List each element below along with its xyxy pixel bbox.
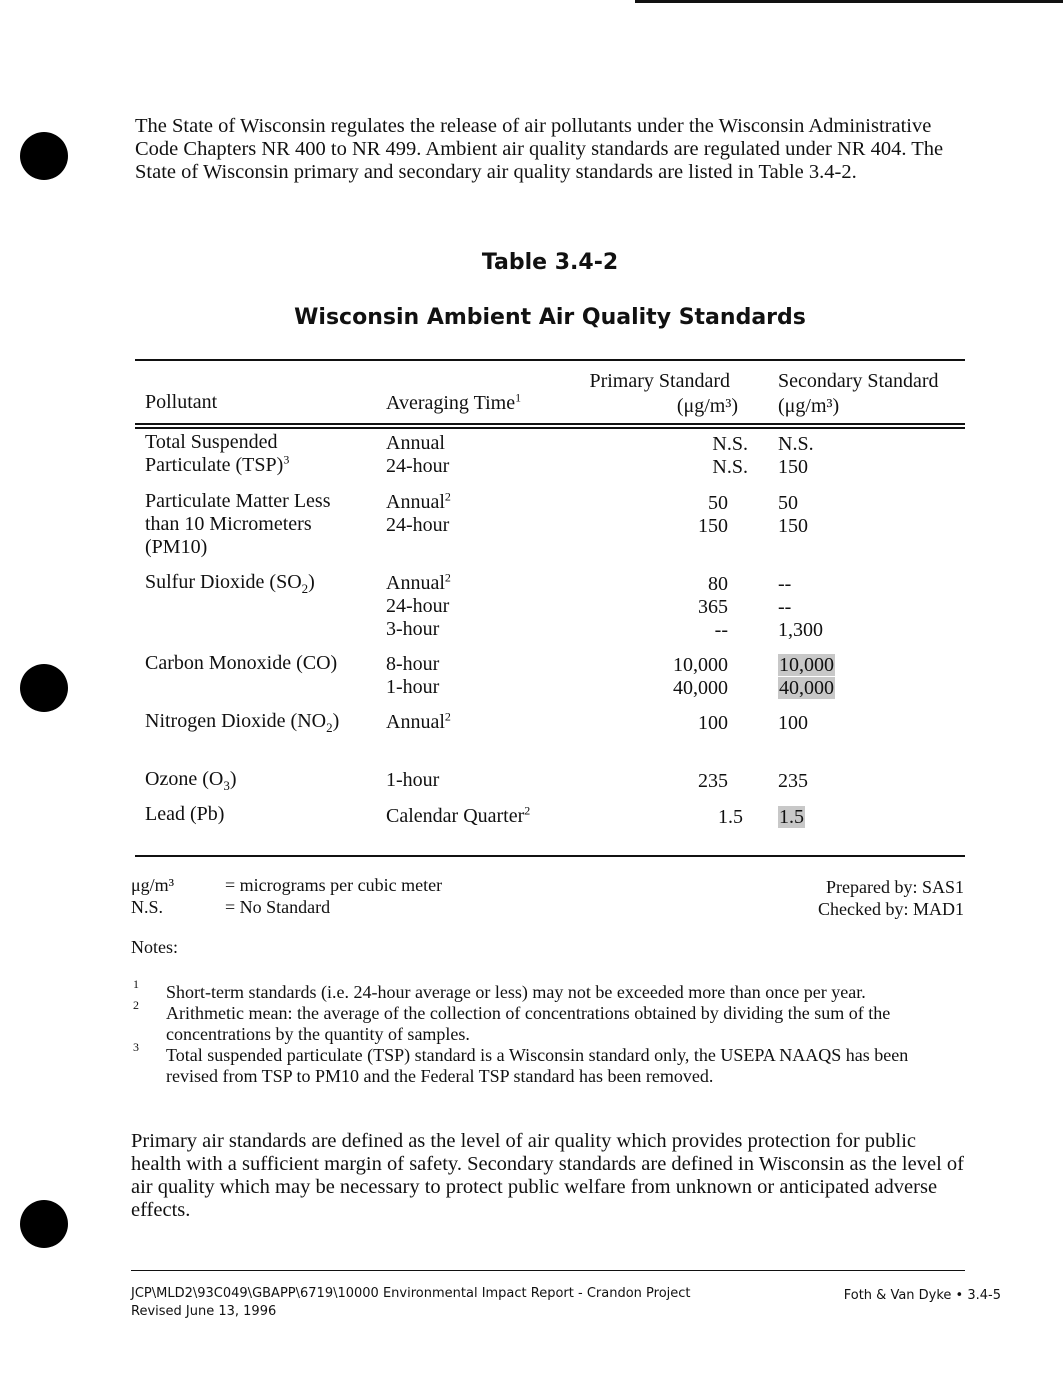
secondary-pm10-1: 50	[778, 492, 798, 514]
primary-pm10-2: 150	[698, 515, 728, 537]
header-pollutant: Pollutant	[145, 391, 218, 413]
avg-pb-1: Calendar Quarter$^2$	[386, 803, 531, 827]
pollutant-tsp-line1: Total Suspended	[145, 431, 278, 453]
secondary-no2-1: 100	[778, 712, 808, 734]
primary-tsp-2: N.S.	[712, 456, 748, 478]
pollutant-o3: Ozone $(O_3)$	[145, 768, 237, 793]
intro-paragraph: The State of Wisconsin regulates the release of air pollutants under the Wisconsin Administrative Code Chapters NR 400 to NR 499. Ambient air quality standards are regulated under NR 404. The State of Wisconsin primary and secondary air quality standards are listed in Table 3.4-2.	[135, 115, 944, 183]
avg-so2-1: Annual$^2$	[386, 570, 451, 594]
secondary-pm10-2: 150	[778, 515, 808, 537]
header-rule-2	[135, 427, 965, 429]
legend-ugm3-abbr: μg/m³	[131, 875, 175, 895]
avg-co-1: 8-hour	[386, 653, 440, 675]
pollutant-tsp-line2: Particulate (TSP)$^3$	[145, 452, 290, 476]
binder-hole-bottom	[20, 1200, 68, 1248]
header-averaging-time: Averaging Time$^1$	[386, 390, 522, 414]
primary-pm10-1: 50	[708, 492, 728, 514]
primary-so2-2: 365	[698, 596, 728, 618]
avg-co-2: 1-hour	[386, 676, 440, 698]
footer-report: Environmental Impact Report - Crandon Project	[382, 1286, 691, 1301]
primary-co-2: 40,000	[673, 677, 728, 699]
header-secondary-units: (μg/m³)	[778, 395, 840, 417]
header-secondary: Secondary Standard	[778, 370, 939, 392]
checked-by: Checked by: MAD1	[818, 899, 964, 919]
avg-no2-1: Annual$^2$	[386, 709, 451, 733]
binder-hole-middle	[20, 664, 68, 712]
avg-so2-2: 24-hour	[386, 595, 450, 617]
primary-co-1: 10,000	[673, 654, 728, 676]
avg-so2-3: 3-hour	[386, 618, 440, 640]
primary-so2-3: --	[714, 619, 728, 641]
pollutant-pm10-line3: (PM10)	[145, 536, 208, 558]
secondary-o3-1: 235	[778, 770, 808, 792]
footer-revised: Revised June 13, 1996	[131, 1304, 277, 1319]
secondary-so2-3: 1,300	[778, 619, 823, 641]
table-bottom-rule	[135, 855, 965, 857]
closing-paragraph: Primary air standards are defined as the level of air quality which provides protection for public health with a sufficient margin of safety. Secondary standards are defined in Wisconsin as the level of air quality which may be necessary to protect public welfare from unknown or anticipated adverse effects.	[131, 1130, 964, 1221]
footer-path: JCP\MLD2\93C049\GBAPP\6719\10000	[131, 1286, 379, 1301]
primary-pb-1: 1.5	[718, 806, 743, 828]
top-edge-line	[635, 0, 1063, 3]
pollutant-so2: Sulfur Dioxide $(SO_2)$	[145, 571, 315, 596]
avg-o3-1: 1-hour	[386, 769, 440, 791]
avg-tsp-2: 24-hour	[386, 455, 450, 477]
footer-page: Foth & Van Dyke • 3.4-5	[843, 1288, 1001, 1303]
footer-rule	[131, 1270, 965, 1271]
avg-tsp-1: Annual	[386, 432, 445, 454]
pollutant-pm10-line2: than 10 Micrometers	[145, 513, 312, 535]
binder-hole-top	[20, 132, 68, 180]
pollutant-co: Carbon Monoxide (CO)	[145, 652, 338, 674]
legend-ugm3-def: = micrograms per cubic meter	[225, 875, 443, 895]
prepared-by: Prepared by: SAS1	[826, 877, 964, 897]
header-primary-units: (μg/m³)	[676, 395, 738, 417]
primary-tsp-1: N.S.	[712, 433, 748, 455]
secondary-tsp-1: N.S.	[778, 433, 814, 455]
secondary-tsp-2: 150	[778, 456, 808, 478]
secondary-so2-1: --	[778, 573, 792, 595]
footer-left-line1	[131, 1285, 691, 1303]
header-rule-1	[135, 423, 965, 425]
pollutant-pm10-line1: Particulate Matter Less	[145, 490, 331, 512]
table-top-rule	[135, 359, 965, 361]
pollutant-pb: Lead (Pb)	[145, 803, 225, 825]
legend-ns-def: = No Standard	[225, 897, 331, 917]
legend-ns-abbr: N.S.	[131, 897, 164, 917]
primary-no2-1: 100	[698, 712, 728, 734]
pollutant-no2: Nitrogen Dioxide $(NO_2)$	[145, 710, 340, 735]
secondary-co-2: 40,000	[779, 677, 834, 699]
secondary-pb-1: 1.5	[779, 806, 804, 828]
primary-so2-1: 80	[708, 573, 728, 595]
primary-o3-1: 235	[698, 770, 728, 792]
notes-heading: Notes:	[131, 937, 178, 957]
table-number: Table 3.4-2	[481, 250, 619, 275]
avg-pm10-2: 24-hour	[386, 514, 450, 536]
table-title: Wisconsin Ambient Air Quality Standards	[294, 305, 806, 330]
header-primary: Primary Standard	[589, 370, 730, 392]
secondary-co-1: 10,000	[779, 654, 834, 676]
avg-pm10-1: Annual$^2$	[386, 489, 451, 513]
secondary-so2-2: --	[778, 596, 792, 618]
